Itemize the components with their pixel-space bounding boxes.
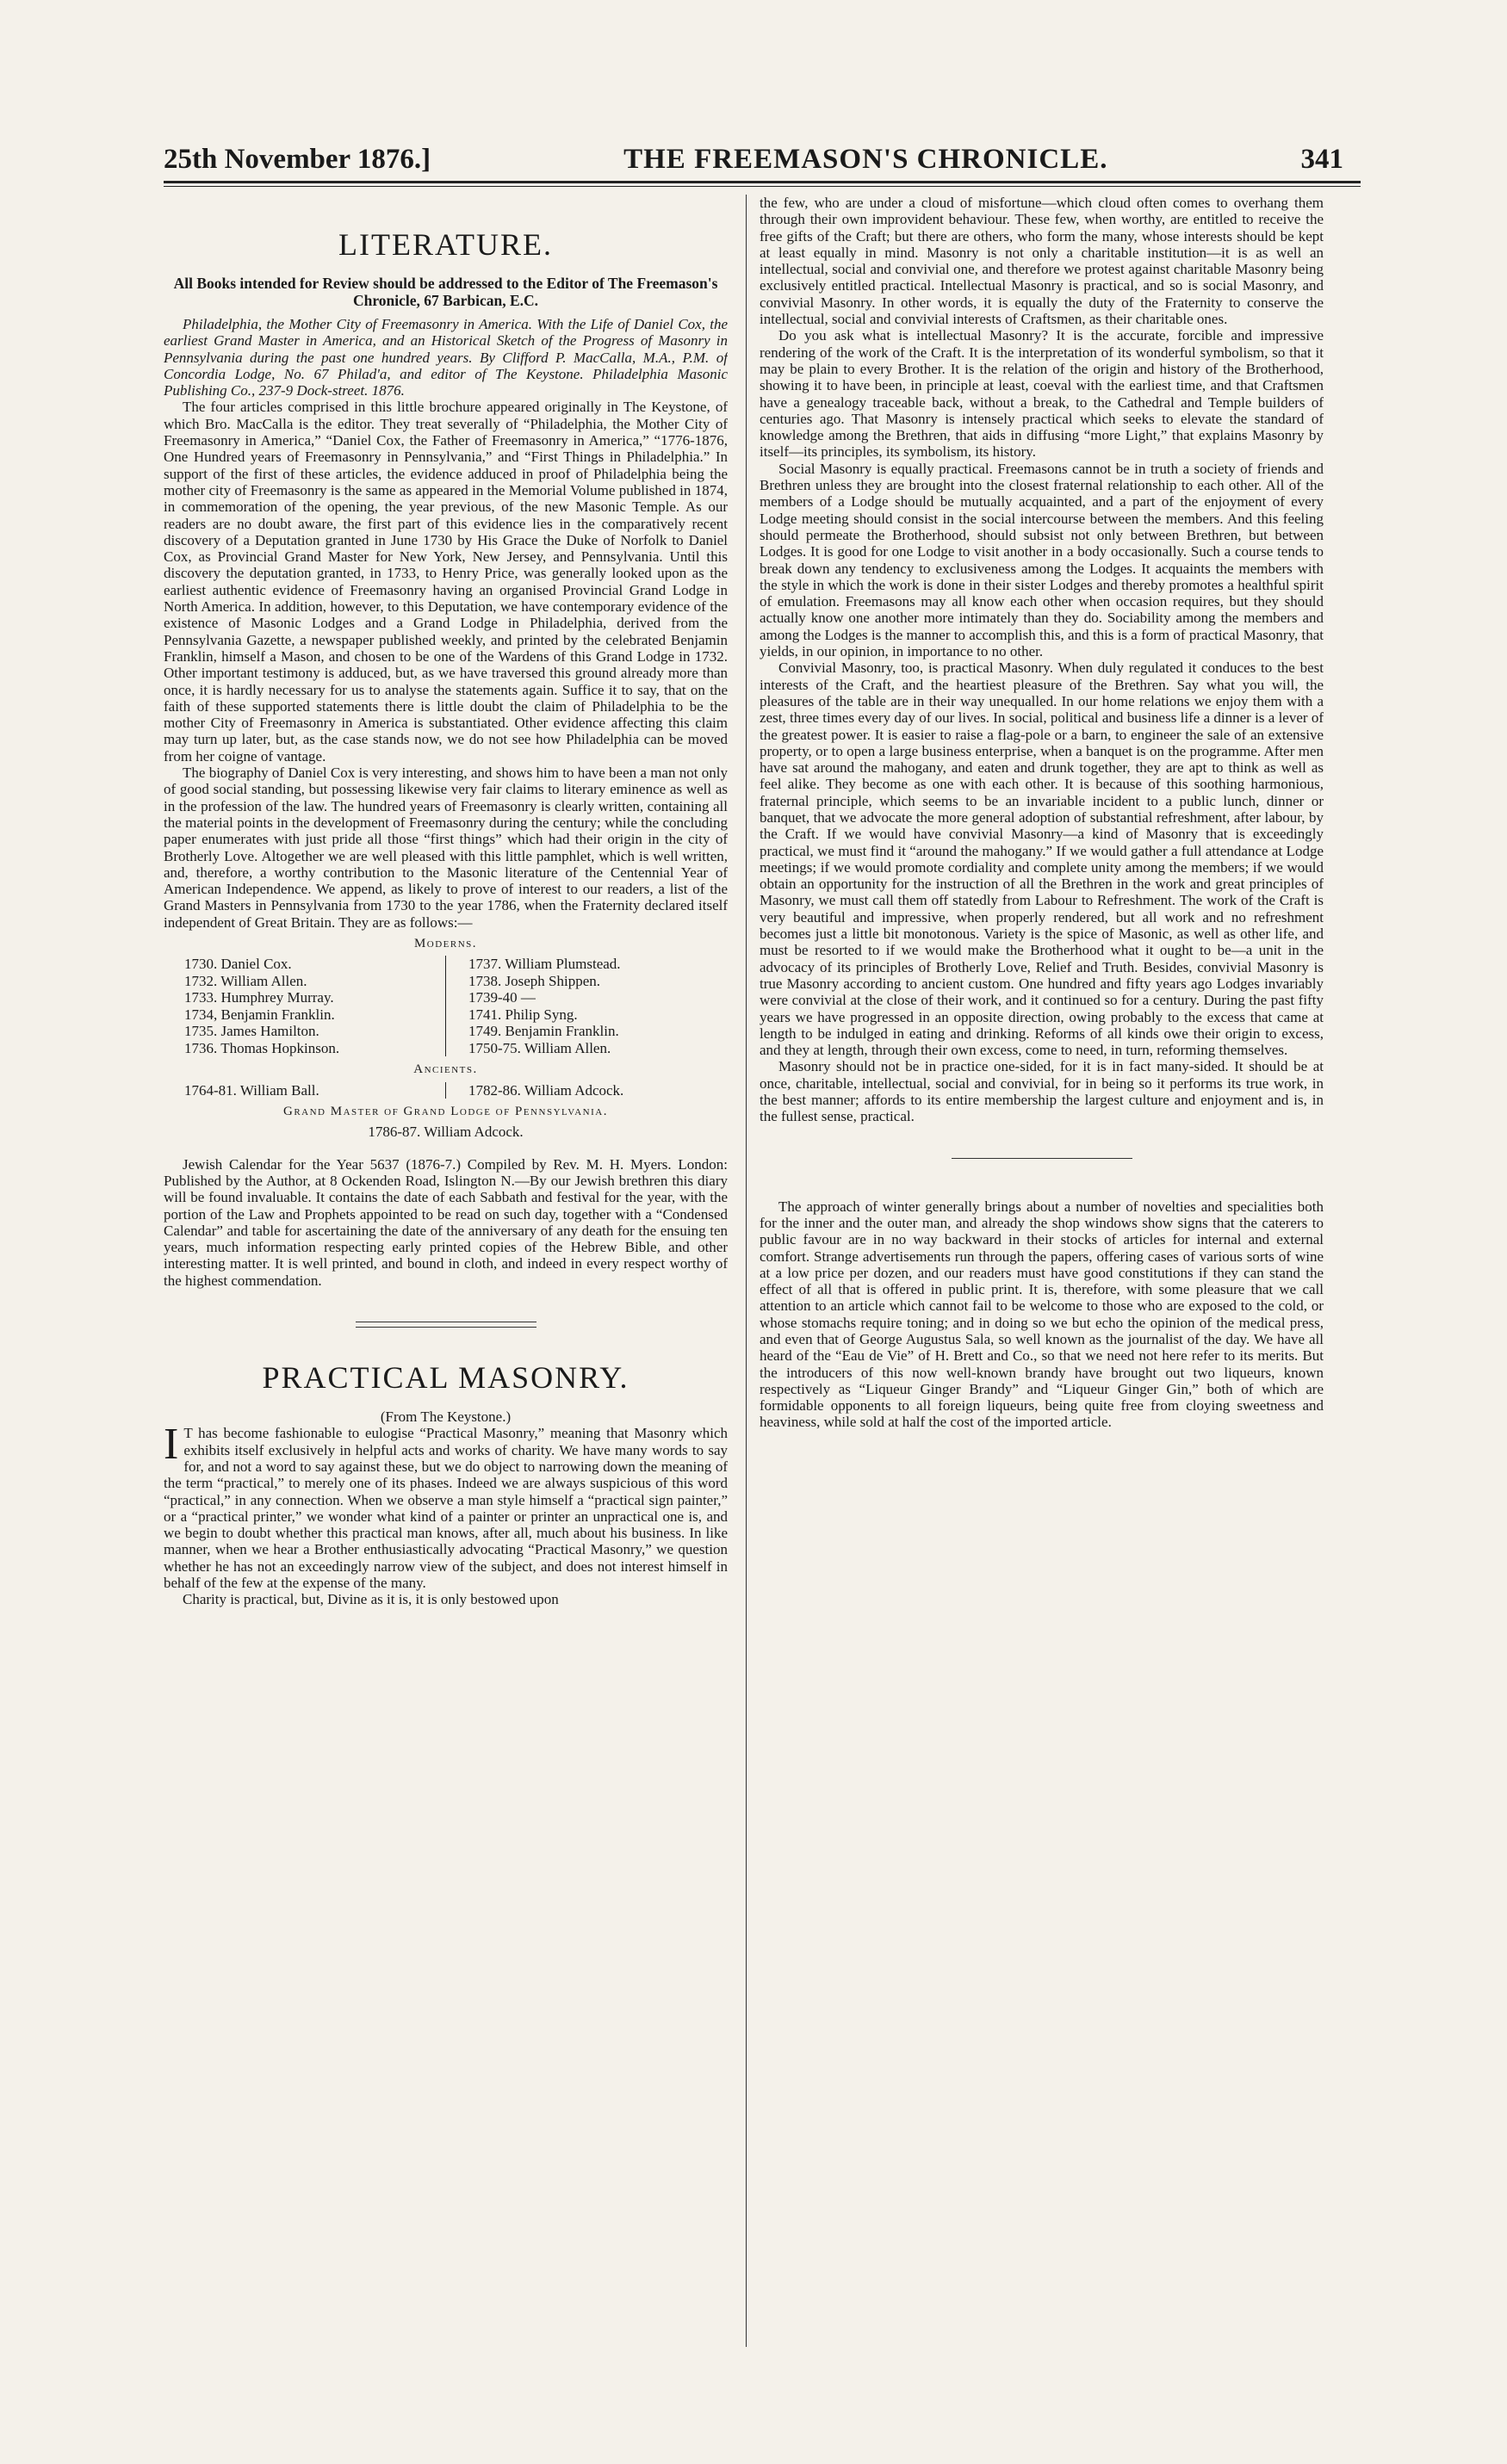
practical-masonry-r3: Social Masonry is equally practical. Freemasons cannot be in truth a society of friends and Brethren unless they are brought into the closest fraternal relationship to each other. All of the members of a Lodge should be mutually acquainted, and a part of the enjoyment of every Lodge meeting should consist in the social intercourse between the members. And this feeling should permeate the Brotherhood, should subsist not only between Brethren, but between Lodges. It is good for one Lodge to visit another in a body occasionally. Such a course tends to break down any tendency to exclusiveness among the Lodges. It acquaints the members with the style in which the work is done in their sister Lodges and thereby promotes a healthful spirit of emulation. Freemasons may all know each other when occasion requires, but they should actually know one another more intimately than they do. Sociability among the members and among the Lodges is the manner to accomplish this, and this is a form of practical Masonry, that yields, in our opinion, in importance to no other. xyxy=(760,460,1324,660)
book2-review: Jewish Calendar for the Year 5637 (1876-7.) Compiled by Rev. M. H. Myers. London: Published by the Author, at 8 Ockenden Road, Islington N.—By our Jewish brethren this diary will be found invaluable. It contains the date of each Sabbath and festival for the year, with the portion of the Law and Prophets appointed to be read on such day, together with a “Condensed Calendar” and table for ascertaining the date of the anniversary of any death for the ensuing ten years, much information respecting early printed copies of the Hebrew Bible, and other interesting matter. It is well printed, and bound in cloth, and indeed in every respect worthy of the highest commendation. xyxy=(164,1155,728,1289)
practical-masonry-r1: the few, who are under a cloud of misfortune—which cloud often comes to overhang them through their own improvident behaviour. These few, when worthy, are entitled to receive the free gifts of the Craft; but there are others, who form the many, whose interests should be kept at least equally in mind. Masonry is not only a charitable institution—it is as well an intellectual, social and convivial one, and therefore we protest against charitable Masonry being exclusively entitled practical. Intellectual Masonry is practical, and so is social Masonry, and convivial Masonry. In other words, it is equally the duty of the Fraternity to conserve the intellectual, social and convivial interests of Craftsmen, as their charitable ones. xyxy=(760,195,1324,328)
grand-master-entry: 1786-87. William Adcock. xyxy=(368,1124,524,1141)
table-row: 1730. Daniel Cox. 1737. William Plumstead. xyxy=(164,956,728,973)
right-column xyxy=(760,195,1324,2364)
practical-masonry-r5: Masonry should not be in practice one-sided, for it is in fact many-sided. It should be at once, charitable, intellectual, social and convivial, for in being so it performs its true work, in the best manner; affords to its entire membership the largest culture and enjoyment and is, in the fullest sense, practical. xyxy=(760,1058,1324,1125)
practical-masonry-r4: Convivial Masonry, too, is practical Masonry. When duly regulated it conduces to the best interests of the Craft, and the heartiest pleasure of the Brethren. Say what you will, the pleasures of the table are in their way unequalled. In our home relations we enjoy them with a zest, three times every day of our lives. In social, political and business life a dinner is a lever of the greatest power. It is easier to raise a flag-pole or a barn, to engineer the sale of an extensive property, or to open a large business enterprise, when a banquet is on the programme. After men have sat around the mahogany, and eaten and drunk together, they are apt to think as well as feel alike. They become as one with each other. It is because of this soothing harmonious, fraternal principle, which seems to be an invariable incident to a public lunch, dinner or banquet, that we advocate the more general adoption of substantial refreshment, after labour, by the Craft. If we would have convivial Masonry—a kind of Masonry that is exceedingly practical, we must find it “around the mahogany.” If we would gather a full attendance at Lodge meetings; if we would promote cordiality and complete unity among the members; if we would obtain an opportunity for the instruction of all the Brethren in the work and great principles of Masonry, we must call them off statedly from Labour to Refreshment. The work of the Craft is very beautiful and impressive, when properly rendered, but all work and no refreshment becomes just a little bit monotonous. Variety is the spice of Masonic, as well as other life, and must be resorted to if we would make the Brotherhood what it ought to be—a unit in the advocacy of its principles of Brotherly Love, Relief and Truth. Besides, convivial Masonry is true Masonry according to ancient custom. One hundred and fifty years ago Lodges invariably were convivial at the close of their work, and it continued so for a century. During the past fifty years we have progressed in an opposite direction, owing probably to the excess that came at length to be indulged in eating and drinking. Reforms of all kinds owe their origin to excess, and they at length, through their own excess, come to need, in turn, reforming themselves. xyxy=(760,659,1324,1059)
book1-review-p1: The four articles comprised in this little brochure appeared originally in The Keystone, of which Bro. MacCalla is the editor. They treat severally of “Philadelphia, the Mother City of Freemasonry in America,” “Daniel Cox, the Father of Freemasonry in America,” “1776-1876, One Hundred years of Freemasonry in Pennsylvania,” and “First Things in Philadelphia.” In support of the first of these articles, the evidence adduced in proof of Philadelphia being the mother city of Freemasonry is the same as appeared in the Memorial Volume published in 1874, in commemoration of the opening, the year previous, of the new Masonic Temple. As our readers are no doubt aware, the first part of this evidence lies in the comparatively recent discovery of a Deputation granted in June 1730 by His Grace the Duke of Norfolk to Daniel Cox, as Provincial Grand Master for New York, New Jersey, and Pennsylvania. Until this discovery the deputation granted, in 1733, to Henry Price, was generally looked upon as the earliest authentic evidence of Freemasonry having an organised Provincial Grand Lodge in North America. In addition, however, to this Deputation, we have contemporary evidence of the existence of Masonic Lodges and a Grand Lodge in Philadelphia, derived from the Pennsylvania Gazette, a newspaper published weekly, and printed by the celebrated Benjamin Franklin, himself a Mason, and chosen to be one of the Wardens of this Grand Lodge in 1732. Other important testimony is adduced, but, as we have traversed this ground already more than once, it is hardly necessary for us to analyse the statements again. Suffice it to say, that on the faith of these supported statements there is little doubt the claim of Philadelphia to be the mother City of Freemasonry in America is substantiated. Other evidence affecting this claim may turn up later, but, as the case stands now, we do not see how Philadelphia can be moved from her coigne of vantage. xyxy=(164,399,728,765)
practical-masonry-r2: Do you ask what is intellectual Masonry? It is the accurate, forcible and impressive rendering of the work of the Craft. It is the interpretation of its wonderful symbolism, so that it may be plain to every Brother. It is the relation of the origin and history of the Brotherhood, showing it to have been, in principle at least, coeval with the earliest time, and that Craftsmen have a genealogy traceable back, without a break, to the Cathedral and Temple builders of centuries ago. That Masonry is intensely practical which seeks to elevate the standard of knowledge among the Brethren, that aids in diffusing “more Light,” that explains Masonry by itself—its principles, its symbolism, its history. xyxy=(760,327,1324,461)
header-rule xyxy=(164,181,1361,183)
header-title: THE FREEMASON'S CHRONICLE. xyxy=(623,144,1108,175)
header-rule-thin xyxy=(164,186,1361,187)
book1-review-p2: The biography of Daniel Cox is very interesting, and shows him to have been a man not only of good social standing, but possessing likewise very fair claims to literary eminence as well as in the profession of the law. The hundred years of Freemasonry is clearly written, containing all the material points in the development of Freemasonry during the century; while the concluding paper enumerates with just pride all those “first things” which had their origin in the city of Brotherly Love. Altogether we are well pleased with this little pamphlet, which is well written, and, therefore, a worthy contribution to the Masonic literature of the Centennial Year of American Independence. We append, as likely to prove of interest to our readers, a list of the Grand Masters in Pennsylvania from 1730 to the year 1786, when the Fraternity declared itself independent of Great Britain. They are as follows:— xyxy=(164,765,728,931)
ancients-list xyxy=(164,1082,728,1099)
moderns-heading: Moderns. xyxy=(413,936,478,950)
page-header xyxy=(164,136,1343,176)
moderns-list xyxy=(164,956,728,1056)
ancients-heading: Ancients. xyxy=(413,1062,478,1077)
column-divider xyxy=(746,195,747,2347)
drop-cap: I xyxy=(164,1420,179,1470)
winter-novelties-article: The approach of winter generally brings about a number of novelties and specialities both for the inner and the outer man, and already the shop windows show signs that the caterers to public favour are in no way backward in their stocks of articles for internal and external comfort. Strange advertisements run through the papers, offering cases of various sorts of wine at a low price per dozen, and our readers must have good constitutions if they can stand the effect of all that is offered in public print. It is, therefore, with some pleasure that we call attention to an article which cannot fail to be welcome to those who are exposed to the cold, or whose stomachs require toning; and in doing so we but echo the opinion of the medical press, and even that of George Augustus Sala, so well known as the journalist of the day. We have all heard of the “Eau de Vie” of H. Brett and Co., so that we need not here refer to its merits. But the introducers of this now well-known brandy have brought out two liqueurs, known respectively as “Liqueur Ginger Brandy” and “Liqueur Ginger Gin,” both of which are formidable opponents to all foreign liqueurs, being quite free from cloying sweetness and heaviness, while sold at half the cost of the imported article. xyxy=(760,1198,1324,1431)
literature-heading: LITERATURE. xyxy=(338,227,553,262)
table-row: 1734, Benjamin Franklin. 1741. Philip Syng. xyxy=(164,1006,728,1024)
grand-master-heading: Grand Master of Grand Lodge of Pennsylvania. xyxy=(282,1105,608,1119)
book1-citation: Philadelphia, the Mother City of Freemasonry in America. With the Life of Daniel Cox, the earliest Grand Master in America, and an Historical Sketch of the Progress of Masonry in Pennsylvania during the past one hundred years. By Clifford P. MacCalla, M.A., P.M. of Concordia Lodge, No. 67 Philad'a, and editor of The Keystone. Philadelphia Masonic Publishing Co., 237-9 Dock-street. 1876. xyxy=(164,316,728,399)
left-column xyxy=(164,195,728,2364)
table-row: 1732. William Allen. 1738. Joseph Shippen. xyxy=(164,973,728,990)
review-notice: All Books intended for Review should be addressed to the Editor of The Freemason's Chronicle, 67 Barbican, E.C. xyxy=(173,275,718,309)
section-divider-thin xyxy=(356,1327,536,1328)
practical-masonry-heading: PRACTICAL MASONRY. xyxy=(262,1360,629,1396)
table-row: 1764-81. William Ball. 1782-86. William Adcock. xyxy=(164,1082,728,1099)
header-page-number: 341 xyxy=(1300,144,1343,175)
header-date: 25th November 1876.] xyxy=(164,144,431,175)
table-row: 1733. Humphrey Murray. 1739-40 — xyxy=(164,989,728,1006)
practical-masonry-p1: I T has become fashionable to eulogise “Practical Masonry,” meaning that Masonry which exhibits itself exclusively in helpful acts and works of charity. We have many words to say for, and not a word to say against these, but we do object to narrowing down the meaning of the term “practical,” to merely one of its phases. Indeed we are always suspicious of this word “practical,” in any connection. When we observe a man style himself a “practical sign painter,” or a “practical printer,” we wonder what kind of a painter or printer an unpractical one is, and we begin to doubt whether this practical man knows, after all, much about his business. In like manner, when we hear a Brother enthusiastically advocating “Practical Masonry,” we question whether he has not an exceedingly narrow view of the subject, and does not interest himself in behalf of the few at the expense of the many. xyxy=(164,1420,728,1592)
table-row: 1736. Thomas Hopkinson. 1750-75. William Allen. xyxy=(164,1040,728,1057)
practical-masonry-p2-start: Charity is practical, but, Divine as it is, it is only bestowed upon xyxy=(183,1591,559,1608)
table-row: 1735. James Hamilton. 1749. Benjamin Franklin. xyxy=(164,1023,728,1040)
practical-masonry-source: (From The Keystone.) xyxy=(380,1408,512,1426)
